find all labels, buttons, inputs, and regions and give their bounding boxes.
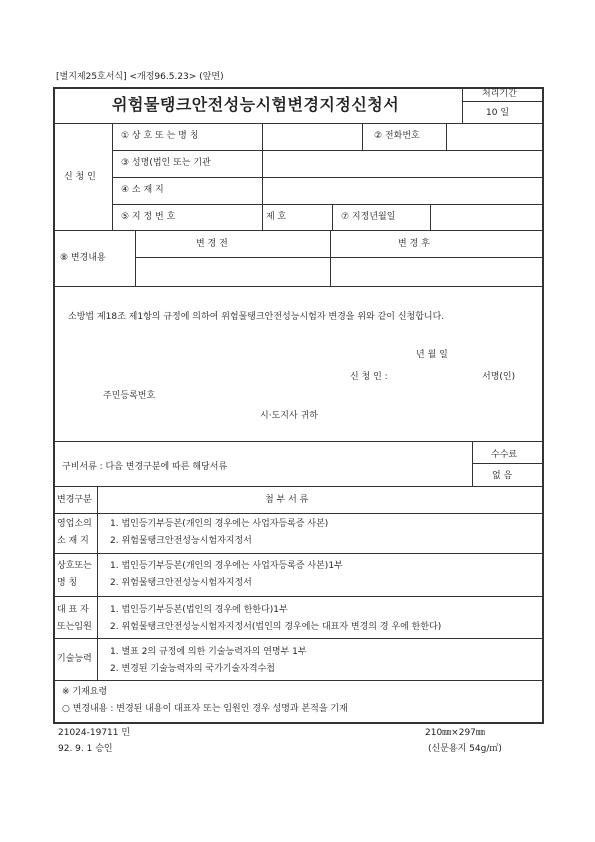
row-type-line1: 영업소의 <box>57 519 92 529</box>
attached-documents-header: 첨 부 서 류 <box>265 495 309 505</box>
trade-name-field[interactable] <box>264 125 360 149</box>
change-after-field[interactable] <box>332 259 540 284</box>
applicant-signature-label: 신 청 인 : <box>350 372 388 382</box>
form-title: 위험물탱크안전성능시험변경지정신청서 <box>112 95 400 114</box>
date-line: 년 월 일 <box>416 350 448 360</box>
change-before-header: 변 경 전 <box>196 239 228 249</box>
row-type-line2: 또는임원 <box>57 622 92 632</box>
applicant-section-label: 신 청 인 <box>64 172 96 182</box>
paper-size: 210㎜×297㎜ <box>425 728 485 738</box>
row-type-line1: 대 표 자 <box>57 605 89 615</box>
row-type-line2: 소 재 지 <box>57 536 89 546</box>
row-type-line1: 상호또는 <box>57 561 92 571</box>
address-label: ④ 소 재 지 <box>121 185 164 195</box>
representative-name-label: ③ 성명(법인 또는 기관 <box>121 158 211 168</box>
form-code: 21024-19711 민 <box>58 728 131 738</box>
fee-value: 없 음 <box>492 471 513 481</box>
row-item1: 1. 법인등기부등본(개인의 경우에는 사업자등록증 사본) <box>110 519 329 529</box>
phone-field[interactable] <box>448 125 540 149</box>
required-documents-label: 구비서류 : 다음 변경구분에 따른 해당서류 <box>62 462 228 472</box>
signature-mark: 서명(인) <box>482 372 516 382</box>
row-item2: 2. 위험물탱크안전성능시험자지정서 <box>110 578 252 588</box>
designation-date-field[interactable] <box>432 206 540 228</box>
declaration-text: 소방법 제18조 제1항의 규정에 의하여 위험물탱크안전성능시험자 변경을 위와 같이 신청합니다. <box>68 312 445 322</box>
row-item2: 2. 위험물탱크안전성능시험자지정서 <box>110 536 252 546</box>
designation-number-label: ⑤ 지 정 번 호 <box>121 212 176 222</box>
fee-label: 수수료 <box>491 450 518 460</box>
designation-number-field[interactable]: 제 호 <box>266 212 287 222</box>
change-before-field[interactable] <box>137 259 328 284</box>
row-item2: 2. 위험물탱크안전성능시험자지정서(법인의 경우에는 대표자 변경의 경 우에 한한다) <box>110 622 442 632</box>
representative-name-field[interactable] <box>264 152 540 176</box>
paper-type: (신문용지 54g/㎡) <box>428 744 502 754</box>
row-item1: 1. 법인등기부등본(개인의 경우에는 사업자등록증 사본)1부 <box>110 561 343 571</box>
notes-item: ○ 변경내용 : 변경된 내용이 대표자 또는 임원인 경우 성명과 본적을 기재 <box>62 704 348 714</box>
resident-number-label: 주민등록번호 <box>103 391 156 401</box>
trade-name-label: ① 상 호 또 는 명 칭 <box>121 131 199 141</box>
row-type-line1: 기술능력 <box>57 654 92 664</box>
form-header-note: [별지제25호서식] <개정96.5.23> (앞면) <box>56 72 224 82</box>
phone-label: ② 전화번호 <box>374 131 420 141</box>
row-item2: 2. 변경된 기술능력자의 국가기술자격수첩 <box>110 664 275 674</box>
row-item1: 1. 별표 2의 규정에 의한 기술능력자의 연명부 1부 <box>110 647 307 657</box>
approval-date: 92. 9. 1 승인 <box>58 744 113 754</box>
processing-period-value: 10 일 <box>486 108 510 118</box>
processing-period-label: 처리기간 <box>482 89 517 99</box>
change-after-header: 변 경 후 <box>398 239 430 249</box>
row-type-line2: 명 칭 <box>57 578 78 588</box>
change-content-label: ⑧ 변경내용 <box>60 253 106 263</box>
notes-heading: ※ 기재요령 <box>62 687 108 697</box>
designation-date-label: ⑦ 지정년월일 <box>341 212 396 222</box>
address-field[interactable] <box>264 179 540 203</box>
row-item1: 1. 법인등기부등본(법인의 경우에 한한다)1부 <box>110 605 288 615</box>
change-type-header: 변경구분 <box>57 495 92 505</box>
addressee: 시·도지사 귀하 <box>260 411 318 421</box>
